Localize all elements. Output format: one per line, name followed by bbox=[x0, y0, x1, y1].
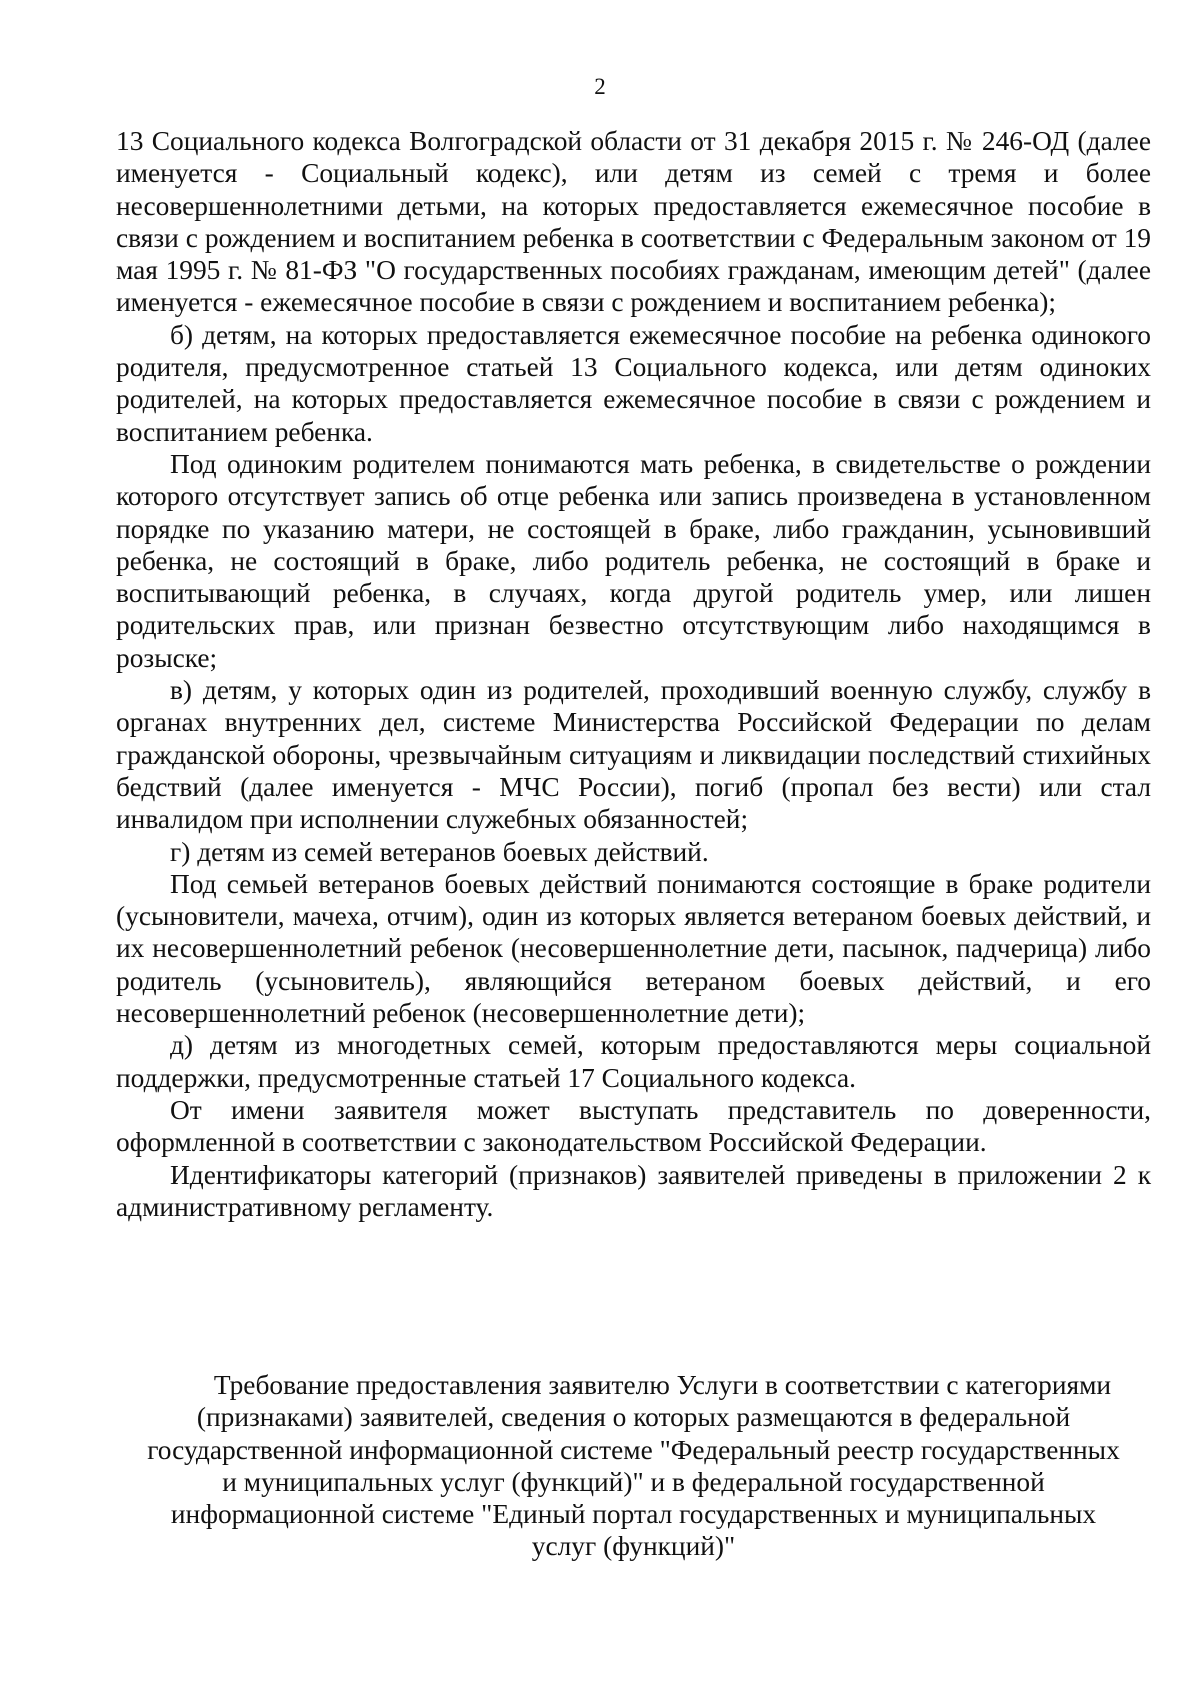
section-heading bbox=[116, 1369, 1151, 1563]
paragraph-item-g: г) детям из семей ветеранов боевых действий. bbox=[170, 836, 709, 867]
paragraph-item-d: д) детям из многодетных семей, которым предоставляются меры социальной поддержки, предусмотренные статьей 17 Социального кодекса. bbox=[116, 1030, 1151, 1093]
heading-line: информационной системе "Единый портал государственных и муниципальных bbox=[170, 1499, 1097, 1530]
paragraph-veteran-family-definition: Под семьей ветеранов боевых действий понимаются состоящие в браке родители (усыновители, мачеха, отчим), один из которых является ветераном боевых действий, и их несовершеннолетний ребенок (несовершеннолетние дети, пасынок, падчерица) либо родитель (усыновитель), являющийся ветераном боевых действий, и его несовершеннолетний ребенок (несовершеннолетние дети); bbox=[116, 868, 1151, 1029]
heading-line: (признаками) заявителей, сведения о которых размещаются в федеральной bbox=[196, 1402, 1071, 1433]
body-text bbox=[116, 125, 1151, 1223]
paragraph-representative: От имени заявителя может выступать представитель по доверенности, оформленной в соответствии с законодательством Российской Федерации. bbox=[116, 1094, 1151, 1158]
heading-line: и муниципальных услуг (функций)" и в федеральной государственной bbox=[222, 1466, 1045, 1497]
paragraph-item-b: б) детям, на которых предоставляется ежемесячное пособие на ребенка одинокого родителя, предусмотренное статьей 13 Социального кодекса, или детям одиноких родителей, на которых предоставляется ежемесячное пособие в связи с рождением и воспитанием ребенка. bbox=[116, 319, 1151, 447]
paragraph-item-v: в) детям, у которых один из родителей, проходивший военную службу, службу в органах внутренних дел, системе Министерства Российской Федерации по делам гражданской обороны, чрезвычайным ситуациям и ликвидации последствий стихийных бедствий (далее именуется - МЧС России), погиб (пропал без вести) или стал инвалидом при исполнении служебных обязанностей; bbox=[116, 675, 1151, 835]
page-number: 2 bbox=[594, 74, 606, 99]
paragraph-continuation: 13 Социального кодекса Волгоградской области от 31 декабря 2015 г. № 246-ОД (далее именуется - Социальный кодекс), или детям из семей с тремя и более несовершеннолетними детьми, на которых предоставляется ежемесячное пособие в связи с рождением и воспитанием ребенка в соответствии с Федеральным законом от 19 мая 1995 г. № 81-ФЗ "О государственных пособиях гражданам, имеющим детей" (далее именуется - ежемесячное пособие в связи с рождением и воспитанием ребенка); bbox=[116, 126, 1151, 318]
heading-line: услуг (функций)" bbox=[531, 1531, 736, 1562]
heading-line: Требование предоставления заявителю Услуги в соответствии с категориями bbox=[213, 1370, 1112, 1400]
paragraph-single-parent-definition: Под одиноким родителем понимаются мать ребенка, в свидетельстве о рождении которого отсутствует запись об отце ребенка или запись произведена в установленном порядке по указанию матери, не состоящей в браке, либо гражданин, усыновивший ребенка, не состоящий в браке, либо родитель ребенка, не состоящий в браке и воспитывающий ребенка, в случаях, когда другой родитель умер, или лишен родительских прав, или признан безвестно отсутствующим либо находящимся в розыске; bbox=[116, 448, 1151, 673]
paragraph-identifiers: Идентификаторы категорий (признаков) заявителей приведены в приложении 2 к административному регламенту. bbox=[116, 1159, 1151, 1222]
heading-line: государственной информационной системе "Федеральный реестр государственных bbox=[147, 1434, 1120, 1465]
